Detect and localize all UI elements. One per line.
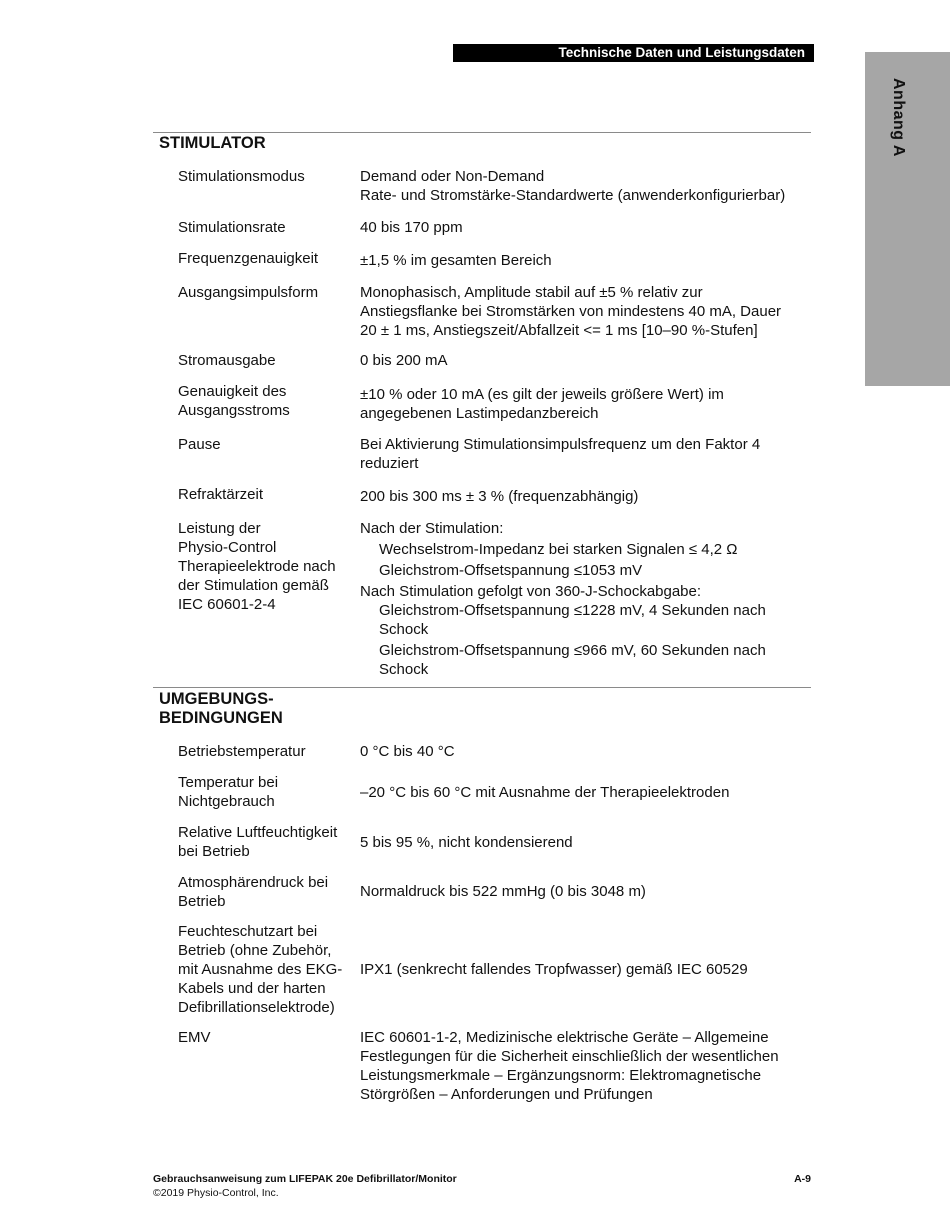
spec-value: –20 °C bis 60 °C mit Ausnahme der Therapieelektroden	[360, 784, 730, 801]
appendix-tab-label: Anhang A	[890, 78, 907, 157]
spec-value: IPX1 (senkrecht fallendes Tropfwasser) gemäß IEC 60529	[360, 961, 748, 978]
spec-label: Stimulationsmodus	[178, 168, 305, 185]
spec-label: Pause	[178, 436, 221, 453]
section-divider	[153, 132, 811, 133]
spec-value: Normaldruck bis 522 mmHg (0 bis 3048 m)	[360, 883, 646, 900]
spec-label: Frequenzgenauigkeit	[178, 250, 319, 267]
spec-label: Ausgangsimpulsform	[178, 284, 319, 301]
manual-title: Gebrauchsanweisung zum LIFEPAK 20e Defibrillator/Monitor	[153, 1173, 457, 1185]
spec-value: Monophasisch, Amplitude stabil auf ±5 % relativ zur Anstiegsflanke bei Stromstärken von mindestens 40 mA, Dauer 20 ± 1 ms, Anstiegszeit/Abfallzeit <= 1 ms [10–90 %-Stufen]	[360, 284, 782, 339]
spec-value: 5 bis 95 %, nicht kondensierend	[360, 834, 573, 851]
spec-label: EMV	[178, 1029, 211, 1046]
spec-value: Demand oder Non-Demand Rate- und Stromstärke-Standardwerte (anwenderkonfigurierbar)	[360, 168, 786, 204]
spec-label: Temperatur bei Nichtgebrauch	[178, 774, 279, 810]
spec-label: Stimulationsrate	[178, 219, 286, 236]
spec-value: Nach der Stimulation: Wechselstrom-Impedanz bei starken Signalen ≤ 4,2 Ω Gleichstrom-Offsetspannung ≤1053 mV Nach Stimulation gefolgt von 360-J-Schockabgabe: Gleichstrom-Offsetspannung ≤1228 mV, 4 Sekunden nach Schock Gleichstrom-Offsetspannung ≤966 mV, 60 Sekunden nach Schock	[360, 520, 766, 678]
spec-label: Refraktärzeit	[178, 486, 264, 503]
appendix-side-tab	[865, 52, 950, 386]
spec-value: Bei Aktivierung Stimulationsimpulsfrequenz um den Faktor 4 reduziert	[360, 436, 761, 472]
spec-label: Betriebstemperatur	[178, 743, 306, 760]
spec-value: ±10 % oder 10 mA (es gilt der jeweils größere Wert) im angegebenen Lastimpedanzbereich	[360, 386, 724, 422]
spec-label: Stromausgabe	[178, 352, 276, 369]
page-footer	[153, 1172, 457, 1200]
spec-value: 200 bis 300 ms ± 3 % (frequenzabhängig)	[360, 488, 639, 505]
spec-label: Feuchteschutzart bei Betrieb (ohne Zubehör, mit Ausnahme des EKG- Kabels und der harten Defibrillationselektrode)	[178, 923, 343, 1016]
page-header-title: Technische Daten und Leistungsdaten	[453, 44, 814, 62]
spec-value: IEC 60601-1-2, Medizinische elektrische Geräte – Allgemeine Festlegungen für die Sicherheit einschließlich der wesentlichen Leistungsmerkmale – Ergänzungsnorm: Elektromagnetische Störgrößen – Anforderungen und Prüfungen	[360, 1029, 779, 1103]
spec-label: Relative Luftfeuchtigkeit bei Betrieb	[178, 824, 338, 860]
spec-label: Leistung der Physio-Control Therapieelektrode nach der Stimulation gemäß IEC 60601-2-4	[178, 520, 336, 613]
section-title-stimulator: STIMULATOR	[159, 134, 266, 152]
spec-value: ±1,5 % im gesamten Bereich	[360, 252, 552, 269]
page-number: A-9	[794, 1173, 811, 1185]
spec-value: 0 bis 200 mA	[360, 352, 448, 369]
spec-label: Atmosphärendruck bei Betrieb	[178, 874, 329, 910]
spec-label: Genauigkeit des Ausgangsstroms	[178, 383, 290, 419]
spec-value: 0 °C bis 40 °C	[360, 743, 455, 760]
section-divider	[153, 687, 811, 688]
section-title-environment: UMGEBUNGS- BEDINGUNGEN	[159, 690, 283, 727]
copyright: ©2019 Physio-Control, Inc.	[153, 1187, 279, 1199]
spec-value: 40 bis 170 ppm	[360, 219, 463, 236]
